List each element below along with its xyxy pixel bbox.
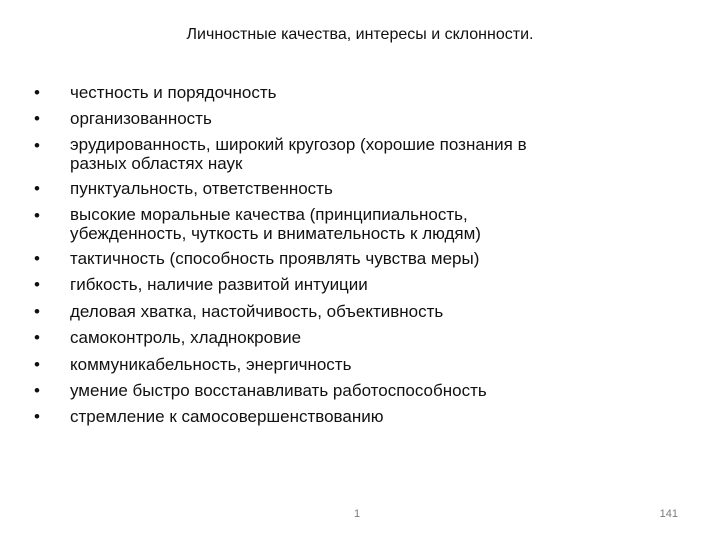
list-item [30,108,650,129]
list-item-text: стремление к самосовершенствованию [70,407,384,427]
list-item [30,82,650,103]
list-item-text: коммуникабельность, энергичность [70,354,352,374]
footer-center-number: 1 [354,508,361,520]
list-item-text: деловая хватка, настойчивость, объективность [70,301,444,321]
bullet-icon: • [34,135,40,155]
list-item-text: организованность [70,109,212,129]
list-item [30,274,650,295]
list-item [30,301,650,322]
bullet-icon: • [34,179,40,199]
list-item-text: умение быстро восстанавливать работоспособность [70,380,487,400]
list-item-text: честность и порядочность [70,83,277,102]
bullet-icon: • [34,275,40,295]
bullet-icon: • [34,205,40,225]
list-item-text: высокие моральные качества (принципиальность, [70,204,468,224]
bullet-icon: • [34,407,40,427]
list-item [30,248,650,269]
list-item [30,205,650,243]
bullet-icon: • [34,354,40,374]
bullet-icon: • [34,380,40,400]
page-number: 141 [659,508,678,520]
bullet-icon: • [34,301,40,321]
bullet-icon: • [34,328,40,348]
list-item [30,135,650,173]
bullet-icon: • [34,83,40,102]
list-item [30,406,650,427]
list-item-text: тактичность (способность проявлять чувства меры) [70,248,480,268]
list-item-text: гибкость, наличие развитой интуиции [70,275,368,295]
list-item [30,380,650,401]
list-item-text: пунктуальность, ответственность [70,179,333,199]
list-item [30,178,650,199]
list-item-text: эрудированность, широкий кругозор (хорошие познания в [70,134,527,154]
list-item [30,327,650,348]
bullet-icon: • [34,248,40,268]
list-item [30,354,650,375]
list-item-text: разных областях наук [70,153,243,173]
list-item-text: самоконтроль, хладнокровие [70,328,302,348]
bullet-icon: • [34,109,40,129]
slide-title: Личностные качества, интересы и склонности. [186,26,534,43]
bullet-list [30,82,650,433]
list-item-text: убежденность, чуткость и внимательность к людям) [70,223,481,243]
